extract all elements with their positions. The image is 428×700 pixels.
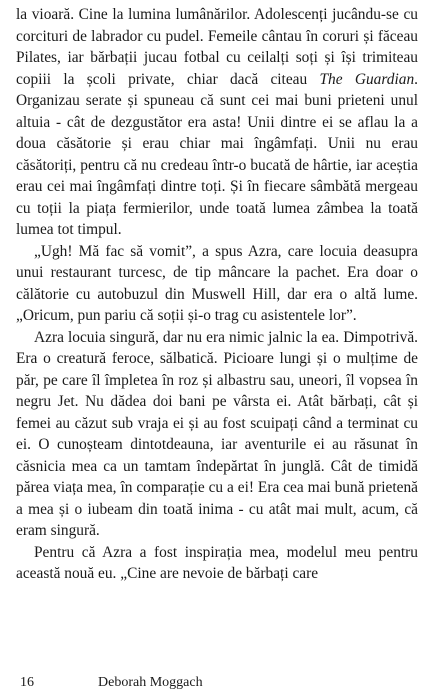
paragraph-3: Azra locuia singură, dar nu era nimic jalnic la ea. Dimpotrivă. Era o creatură feroce, sălbatică. Picioare lungi și o mulțime de păr, pe care îl împletea în roz și albastru sau, uneori, îl vopsea în negru Jet. Nu dădea doi bani pe vârsta ei. Atât bărbați, cât și femei au căzut sub vraja ei și au fost scuipați când a terminat cu ei. O cunoșteam dintotdeauna, iar aventurile ei au răsunat în căsnicia mea ca un tamtam îndepărtat în junglă. Cât de timidă părea viața mea, în comparație cu a ei! Era cea mai bună prietenă a mea și o iubeam din toată inima - cu atât mai mult, acum, că eram singură. [16,328,418,539]
paragraph-2: „Ugh! Mă fac să vomit”, a spus Azra, care locuia deasupra unui restaurant turcesc, de tip mâncare la pachet. Era doar o călătorie cu autobuzul din Muswell Hill, dar era o altă lume. „Oricum, pun pariu că soții și-o trag cu asistentele lor”. [16,242,418,324]
newspaper-title: The Guardian [319,70,415,88]
body-text [16,4,418,585]
paragraph-1 [16,4,418,241]
paragraph-1-text-b: . Organizau serate și spuneau că sunt cei mai buni prieteni unul altuia - cât de dezgustător era asta! Unii dintre ei se aflau la a doua căsătorie și erau chiar mai îngâmfați. Unii nu erau căsătoriți, pentru că nu credeau într-o bucată de hârtie, iar aceștia erau cei mai îngâmfați dintre toți. Și în fiecare sâmbătă mergeau cu toții la piața fermierilor, unde toată lumea zâmbea la toată lumea tot timpul. [16,70,418,238]
paragraph-4: Pentru că Azra a fost inspirația mea, modelul meu pentru această nouă eu. „Cine are nevoie de bărbați care [16,543,418,582]
running-head-author: Deborah Moggach [98,675,203,690]
page-number: 16 [20,675,34,690]
paragraph-1-text-a: la vioară. Cine la lumina lumânărilor. Adolescenți jucându-se cu corcituri de labrador cu pudel. Femeile cântau în coruri și făceau Pilates, iar bărbații jucau fotbal cu ceilalți soți și își trimiteau copiii la școli private, chiar dacă citeau [16,6,418,88]
